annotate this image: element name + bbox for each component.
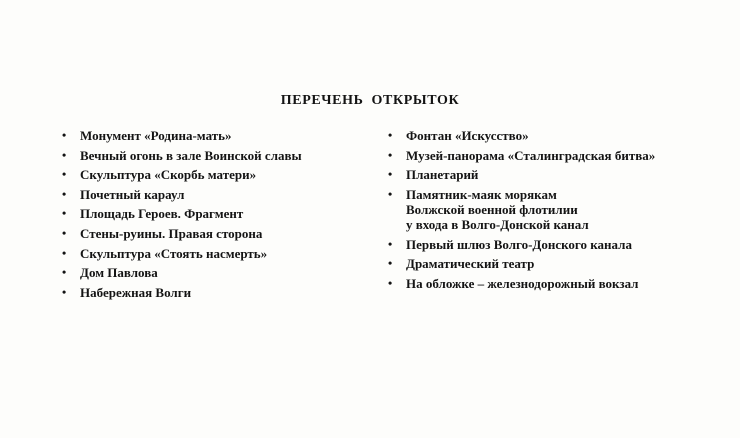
list-item-text: Стены-руины. Правая сторона [80, 225, 263, 241]
list-item [62, 285, 362, 300]
list-item-text-line: Волжской военной флотилии [406, 201, 578, 217]
bullet-icon: • [388, 167, 393, 182]
list-item [62, 187, 362, 202]
list-item [62, 246, 362, 261]
list-item-text: Драматический театр [406, 256, 535, 272]
list-item-text-line: Памятник-маяк морякам [406, 186, 557, 202]
list-item [388, 237, 708, 252]
list-item-text: Почетный караул [80, 186, 185, 202]
bullet-icon: • [62, 284, 67, 299]
page-title: ПЕРЕЧЕНЬ ОТКРЫТОК [280, 93, 460, 108]
list-item-text: Планетарий [406, 167, 479, 183]
bullet-icon: • [388, 275, 393, 290]
postcard-list-left [62, 128, 362, 304]
list-item-text: Вечный огонь в зале Воинской славы [80, 147, 302, 163]
list-item [62, 128, 362, 143]
list-item-text: Дом Павлова [80, 265, 158, 281]
bullet-icon: • [62, 186, 67, 201]
list-item-text-line: у входа в Волго-Донской канал [406, 216, 589, 232]
list-item [388, 276, 708, 291]
bullet-icon: • [388, 147, 393, 162]
bullet-icon: • [62, 128, 67, 142]
list-item-text: Монумент «Родина-мать» [80, 128, 232, 143]
list-item [388, 187, 708, 232]
list-item-text: На обложке – железнодорожный вокзал [406, 275, 639, 291]
list-item [62, 226, 362, 241]
list-item [62, 148, 362, 163]
postcard-list-right [388, 128, 708, 296]
list-item-text: Музей-панорама «Сталинградская битва» [406, 147, 656, 163]
bullet-icon: • [62, 225, 67, 240]
bullet-icon: • [62, 245, 67, 260]
bullet-icon: • [388, 236, 393, 251]
bullet-icon: • [388, 186, 393, 201]
list-item-text: Скульптура «Скорбь матери» [80, 167, 257, 183]
list-item [62, 265, 362, 280]
bullet-icon: • [62, 167, 67, 182]
bullet-icon: • [62, 265, 67, 280]
bullet-icon: • [62, 147, 67, 162]
bullet-icon: • [388, 128, 393, 142]
list-item [62, 206, 362, 221]
list-item-text: Площадь Героев. Фрагмент [80, 206, 244, 222]
list-item-text: Первый шлюз Волго-Донского канала [406, 236, 632, 252]
list-item [388, 167, 708, 182]
list-item [388, 148, 708, 163]
list-item [62, 167, 362, 182]
list-item [388, 128, 708, 143]
bullet-icon: • [388, 256, 393, 271]
list-item-text: Скульптура «Стоять насмерть» [80, 245, 268, 261]
bullet-icon: • [62, 206, 67, 221]
list-item [388, 256, 708, 271]
list-item-text: Набережная Волги [80, 284, 192, 300]
list-item-text: Фонтан «Искусство» [406, 128, 529, 143]
